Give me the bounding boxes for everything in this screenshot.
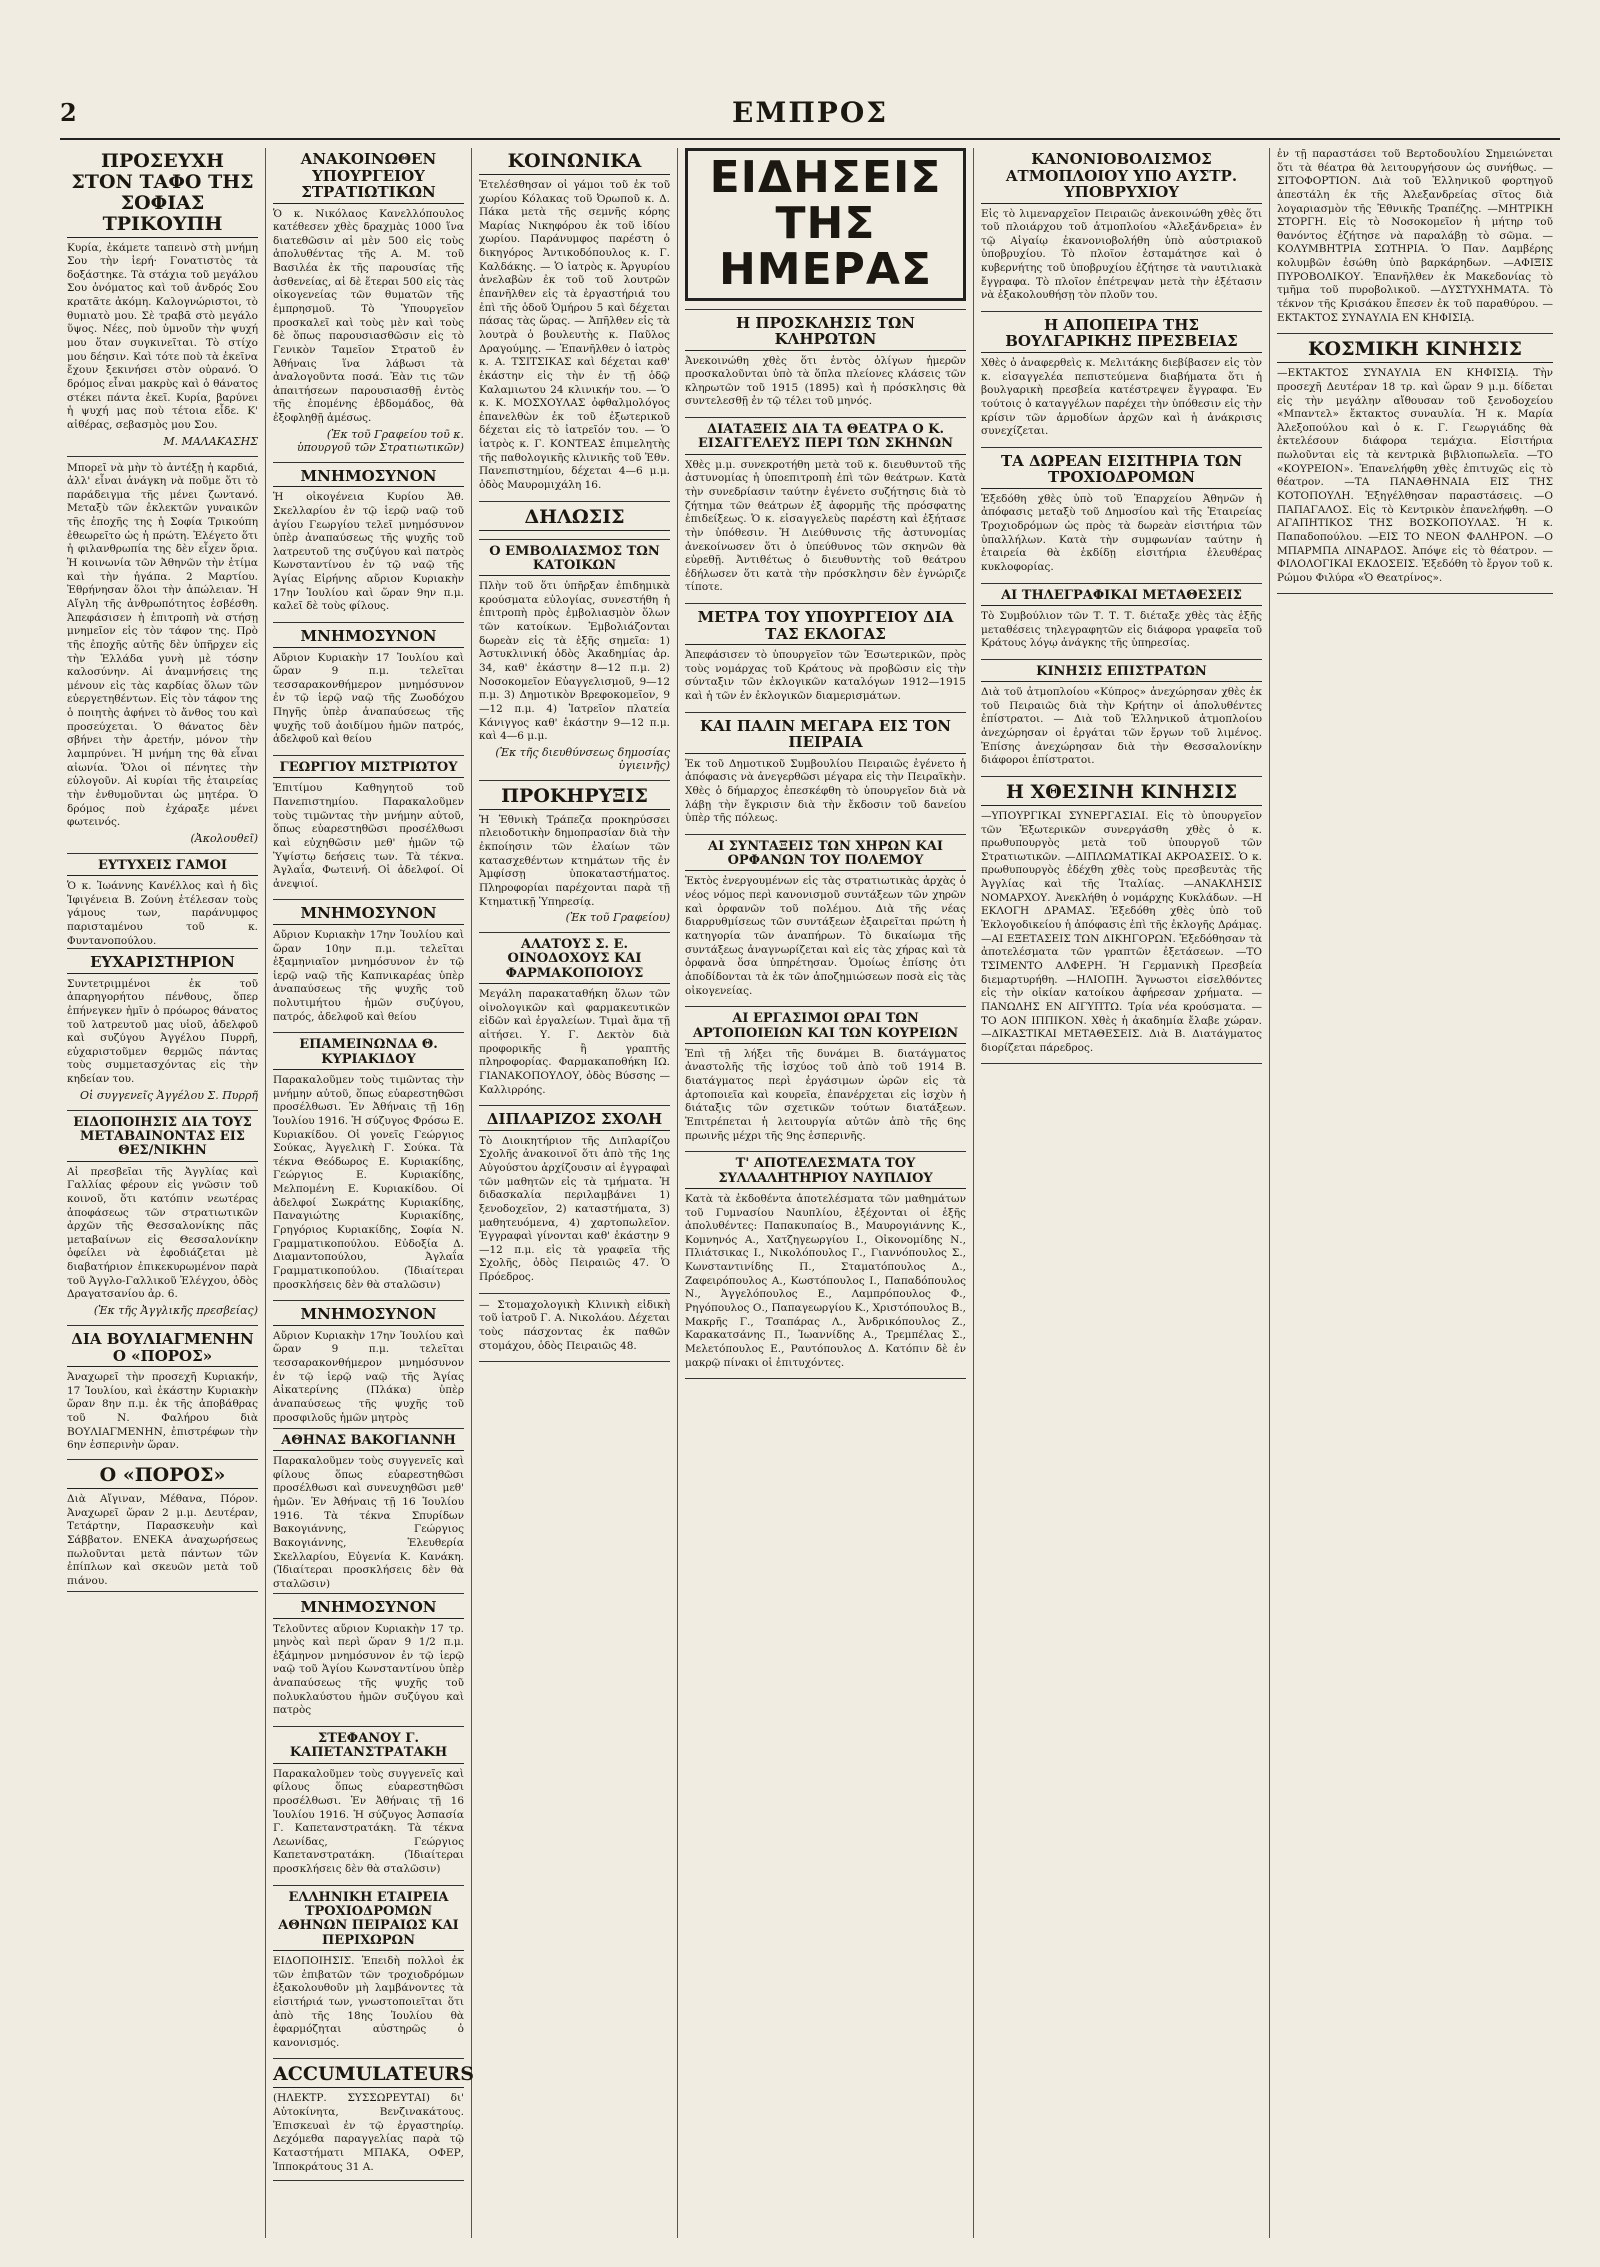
article: [273, 905, 464, 1024]
article: [479, 1111, 670, 1285]
page-number: 2: [60, 98, 77, 127]
article: [67, 1464, 258, 1587]
article: [685, 1157, 966, 1370]
article-headline: ΕΠΑΜΕΙΝΩΝΔΑ Θ. ΚΥΡΙΑΚΙΔΟΥ: [273, 1038, 464, 1070]
divider: [685, 834, 966, 835]
article-body: Διὰ τοῦ ἀτμοπλοίου «Κύπρος» ἀνεχώρησαν χθὲς ἐκ τοῦ Πειραιῶς διὰ τὴν Κρήτην οἱ ἀπολυθέντες ἐπίστρατοι. — Διὰ τοῦ Ἑλληνικοῦ ἀτμοπλοίου ἀνεχώρησαν οἱ ἐργάται τῶν ἔργων τοῦ λιμένος. Ἐπίσης ἀνεχώρησαν διὰ τὴν Θεσσαλονίκην διάφοροι ἐπίστρατοι.: [981, 686, 1262, 767]
article: [273, 1599, 464, 1718]
article-body: Μεγάλη παρακαταθήκη ὅλων τῶν οἰνολογικῶν καὶ φαρμακευτικῶν εἰδῶν καὶ ἐργαλείων. Τιμαὶ ἄμα τῇ αἰτήσει. Υ. Γ. Δεκτὸν διὰ προφορικῆς ἢ γραπτῆς πληροφορίας. Φαρμακαποθήκη ΙΩ. ΓΙΑΝΑΚΟΠΟΥΛΟΥ, ὁδὸς Βύσσης — Καλλιρρόης.: [479, 988, 670, 1096]
article-body: Ἐκτὸς ἐνεργουμένων εἰς τὰς στρατιωτικὰς ἀρχὰς ὁ νέος νόμος περὶ κανονισμοῦ συντάξεων τῶν χηρῶν καὶ ὀρφανῶν τοῦ πολέμου. Διὰ τῆς νέας διαρρυθμίσεως τῶν συντάξεων ἐξαιρεῖται πρώτη ἡ κατηγορία τῶν ἀναπήρων. Τὸ δικαίωμα τῆς συντάξεως ἀναγνωρίζεται καὶ εἰς τὰς χήρας καὶ τὰ ὀρφανὰ ὅσα ὑπηρέτησαν. Ὁμοίως ἐπίσης ὁτι ἀποδίδονται τὰ ἐκ τῶν ἀποζημιώσεων ποσὰ εἰς τὰς οἰκογενείας.: [685, 875, 966, 997]
article: [685, 148, 966, 301]
divider: [685, 1151, 966, 1152]
article-headline: ΕΥΧΑΡΙΣΤΗΡΙΟΝ: [67, 954, 258, 974]
article-body: Χθὲς μ.μ. συνεκροτήθη μετὰ τοῦ κ. διευθυντοῦ τῆς ἀστυνομίας ἡ ὑποεπιτροπὴ ἐπὶ τῶν θεάτρων. Κατὰ τὴν συνεδρίασιν ταύτην ἐγένετο συζήτησις διὰ τὸ ζήτημα τῶν θεάτρων ἐξ ἀφορμῆς τῆς πρόσφατης ἐπιδείξεως. Ὁ κ. εἰσαγγελεὺς παρέστη καὶ ἐξήτασε τὴν ὑπόθεσιν. Ἡ Διεύθυνσις τῆς ἀστυνομίας ἀνεκοίνωσεν ὅτι ὁ ὑπεύθυνος τῶν σκηνῶν θὰ εὑρεθῇ. Ἀντιθέτως ὁ διευθυντὴς τοῦ θεάτρου ἐδήλωσεν ὅτι κατὰ τὴν πρόσκλησιν δὲν ἐγνώριζε τίποτε.: [685, 458, 966, 594]
article: [1277, 339, 1553, 585]
article: [273, 1432, 464, 1590]
article-body: Αὔριον Κυριακὴν 17ην Ἰουλίου καὶ ὥραν 9 π.μ. τελεῖται τεσσαρακονθήμερον μνημόσυνον ἐν τῷ ἱερῷ ναῷ τῆς Ἁγίας Αἰκατερίνης (Πλάκα) ὑπὲρ ἀναπαύσεως τῆς ψυχῆς τοῦ προσφιλοῦς ἡμῶν μητρὸς: [273, 1329, 464, 1424]
article: [479, 1299, 670, 1354]
article-body: Ὁ κ. Ἰωάννης Κανέλλος καὶ ἡ δὶς Ἰφιγένεια Β. Ζούνη ἐτέλεσαν τοὺς γάμους των, παράνυμφος παρισταμένου τοῦ κ. Φυντανοπούλου.: [67, 880, 258, 947]
article: [685, 315, 966, 410]
article: [685, 423, 966, 595]
divider: [685, 603, 966, 604]
article-headline: ΚΑΙ ΠΑΛΙΝ ΜΕΓΑΡΑ ΕΙΣ ΤΟΝ ΠΕΙΡΑΙΑ: [685, 718, 966, 754]
article-body: Ἐτελέσθησαν οἱ γάμοι τοῦ ἐκ τοῦ χωρίου Κόλακας τοῦ Ὀρωποῦ κ. Δ. Πάκα μετὰ τῆς σεμνῆς κόρης Μαρίας Νικηφόρου ἐκ τοῦ ἰδίου χωρίου. Παράνυμφος παρέστη ὁ δικηγόρος Ἀντικοδόπουλος κ. Γ. Καλδάκης. — Ὁ ἰατρὸς κ. Ἀργυρίου ἀνελαβὼν ἐκ τοῦ τοῦ λουτρῶν ἐπανῆλθεν εἰς τὰ ἐργαστήριά του ἐπὶ τῆς ὁδοῦ Ὁμήρου 5 καὶ δέχεται πάσας τὰς ὥρας. — Ἀπῆλθεν εἰς τὰ λουτρὰ ὁ βουλευτὴς κ. Παῦλος Δραγούμης. — Ἐπανῆλθεν ὁ ἰατρὸς κ. Α. ΤΣΙΤΣΙΚΑΣ καὶ δέχεται καθ' ἑκάστην εἰς τὴν ἐν τῇ ὁδῷ Καλαμιωτου 24 κλινικήν του. — Ὁ κ. Κ. ΜΟΣΧΟΥΛΑΣ ὀφθαλμολόγος ἐπανελθὼν ἐκ τοῦ ἐξωτερικοῦ δέχεται εἰς τὸ ἰατρεῖόν του. — Ὁ ἰατρὸς κ. Γ. ΚΟΝΤΕΑΣ ἐπιμελητὴς τῆς παθολογικῆς κλινικῆς τοῦ Ἐθν. Πανεπιστημίου, δέχεται 4—6 μ.μ. ὁδὸς Μαυρομιχάλη 16.: [479, 178, 670, 491]
article-body: Τὸ Συμβούλιον τῶν Τ. Τ. Τ. διέταξε χθὲς τὰς ἑξῆς μεταθέσεις τηλεγραφητῶν εἰς διάφορα γραφεῖα τοῦ Κράτους λόγῳ ἀνάγκης τῆς ὑπηρεσίας.: [981, 609, 1262, 650]
divider: [685, 1378, 966, 1379]
divider: [67, 456, 258, 457]
article: [273, 761, 464, 891]
divider: [273, 2058, 464, 2059]
article: [685, 718, 966, 826]
article-body: Παρακαλοῦμεν τοὺς συγγενεῖς καὶ φίλους ὅπως εὐαρεστηθῶσι προσέλθωσι. Ἐν Ἀθήναις τῇ 16 Ἰουλίου 1916. Ἡ σύζυγος Ἀσπασία Γ. Καπετανστρατάκη. Τὰ τέκνα Λεωνίδας, Γεώργιος Καπετανστρατάκη. (Ἰδιαίτεραι προσκλήσεις δὲν θὰ σταλῶσιν): [273, 1767, 464, 1876]
divider: [685, 309, 966, 310]
article-headline: ΑΙ ΕΡΓΑΣΙΜΟΙ ΩΡΑΙ ΤΩΝ ΑΡΤΟΠΟΙΕΙΩΝ ΚΑΙ ΤΩΝ ΚΟΥΡΕΙΩΝ: [685, 1012, 966, 1044]
divider: [67, 1110, 258, 1111]
article-signature: (Ἐκ τῆς διευθύνσεως δημοσίας ὑγιεινῆς): [495, 745, 670, 772]
divider: [273, 1300, 464, 1301]
article-body: ἐν τῇ παραστάσει τοῦ Βερτοδουλίου Σημειώνεται ὅτι τὰ θέατρα θὰ λειτουργήσουν ὡς συνήθως. —ΣΙΤΟΦΟΡΤΙΟΝ. Διὰ τοῦ Ἑλληνικοῦ φορτηγοῦ ἀπεστάλη ἐκ τῆς Ἀλεξανδρείας σῖτος διὰ λογαριασμὸν τῆς Ἐθνικῆς Τραπέζης. —ΜΗΤΡΙΚΗ ΣΤΟΡΓΗ. Εἰς τὸ Νοσοκομεῖον ἡ μήτηρ τοῦ θανόντος ἐζήτησε νὰ παραλάβῃ τὸ σῶμα. —ΚΟΛΥΜΒΗΤΡΙΑ ΣΩΤΗΡΙΑ. Ὁ Παν. Δαμβέρης κολυμβῶν ἐσώθη ὑπὸ βαρκάρηδων. —ΑΦΙΞΙΣ ΠΥΡΟΒΟΛΙΚΟΥ. Ἐπανῆλθεν ἐκ Μακεδονίας τὸ τμῆμα τοῦ πυροβολικοῦ. —ΔΥΣΤΥΧΗΜΑΤΑ. Τὸ τέκνον τῆς Κρισάκου ἔπεσεν ἐκ τοῦ παραθύρου. —ΕΚΤΑΚΤΟΣ ΣΥΝΑΥΛΙΑ ΕΝ ΚΗΦΙΣΙᾼ.: [1277, 148, 1553, 324]
article-body: Χθὲς ὁ ἀναφερθεὶς κ. Μελιτάκης διεβίβασεν εἰς τὸν κ. εἰσαγγελέα πεπιστεύμενα διαβήματα ὅτι ἡ βουλγαρικὴ πρεσβεία κατέστρεψεν ἔγγραφα. Ἐν τούτοις ὁ καταγγέλων παρέχει τὴν ὑπόθεσιν εἰς τὴν κρίσιν τῶν ἀρμοδίων ἀρχῶν καὶ ἡ ἀνάκρισις συνεχίζεται.: [981, 356, 1262, 438]
article-signature: Οἱ συγγενεῖς Ἀγγέλου Σ. Πυρρῆ: [80, 1088, 258, 1102]
article-headline: ΚΑΝΟΝΙΟΒΟΛΙΣΜΟΣ ΑΤΜΟΠΛΟΙΟΥ ΥΠΟ ΑΥΣΤΡ. ΥΠΟΒΡΥΧΙΟΥ: [981, 151, 1262, 204]
article-headline: ΔΙΑ ΒΟΥΛΙΑΓΜΕΝΗΝ Ο «ΠΟΡΟΣ»: [67, 1331, 258, 1367]
article: [685, 840, 966, 998]
divider: [685, 712, 966, 713]
divider: [479, 501, 670, 502]
article: [273, 1732, 464, 1877]
article-body: Ἐπιτίμου Καθηγητοῦ τοῦ Πανεπιστημίου. Παρακαλοῦμεν τοὺς τιμῶντας τὴν μνήμην αὐτοῦ, ὅπως εὐαρεστηθῶσι προσέλθωσι καὶ εὐχηθῶσιν μεθ' ἡμῶν τῷ Ὑψίστῳ δεήσεις των. Τὰ τέκνα. Ἀγλαΐα, Φωτεινή. Οἱ ἀδελφοί. Οἱ ἀνεψιοί.: [273, 782, 464, 890]
article-body: Κυρία, ἐκάμετε ταπεινὸ στὴ μνήμη Σου τὴν ἱερή· Γονατιστὸς τὰ δοξάστηκε. Τὰ στάχια τοῦ μεγάλου Σου ὀνόματος καὶ τοῦ ἀνδρός Σου κρατᾶτε ἀκόμη. Καλογνώριστοι, τὸ θυμιατὸ μου. Σὲ τραβᾶ στὸ μεγάλο ὕψος. Νέες, ποὺ ὑμνοῦν τὴν ψυχή μου ὅταν συγκινεῖται. Τὸ στίχο μου δέησιν. Καὶ τότε ποὺ τὰ ἐκεῖνα ἔχουν ξεκινήσει στὸν οὐρανό. Ὁ δρόμος εἶναι μακρὺς καὶ ὁ θάνατος στέκει πάντα ἐκεῖ. Κυρία, βαρύνει ἡ ψυχή μας ποὺ τέτοια εἶδε. Κ' αἰθέρας, σεβασμὸς μου Σου.: [67, 241, 258, 431]
article-signature: (Ἐκ τοῦ Γραφείου τοῦ κ. ὑπουργοῦ τῶν Στρατιωτικῶν): [297, 427, 464, 454]
article-body: Εἰς τὸ λιμεναρχεῖον Πειραιῶς ἀνεκοινώθη χθὲς ὅτι τοῦ πλοιάρχου τοῦ ἀτμοπλοίου «Ἀλεξάνδρεια» ἐν τῷ Αἰγαίῳ ἐκανονιοβολήθη ὑπὸ αὐστριακοῦ ὑποβρυχίου. Τὸ πλοῖον ἐσταμάτησε καὶ ὁ κυβερνήτης τοῦ ὑποβρυχίου ἐζήτησε τὰ ναυτιλιακὰ ἔγγραφα. Τὸ πλοῖον ἐπέτρεψαν μετὰ τὴν ἐξέτασιν νὰ ἐξακολουθήσῃ τὸν πλοῦν του.: [981, 207, 1262, 302]
divider: [273, 1032, 464, 1033]
divider: [67, 1591, 258, 1592]
article: [273, 1305, 464, 1424]
article-headline: ΜΝΗΜΟΣΥΝΟΝ: [273, 1599, 464, 1619]
article-headline: Η ΠΡΟΣΚΛΗΣΙΣ ΤΩΝ ΚΛΗΡΩΤΩΝ: [685, 315, 966, 351]
divider: [685, 417, 966, 418]
article-signature: (Ἀκολουθεῖ): [190, 831, 258, 845]
article-headline: ΚΟΙΝΩΝΙΚΑ: [479, 151, 670, 175]
article: [479, 786, 670, 924]
divider: [273, 755, 464, 756]
article-headline: ΕΛΛΗΝΙΚΗ ΕΤΑΙΡΕΙΑ ΤΡΟΧΙΟΔΡΟΜΩΝ ΑΘΗΝΩΝ ΠΕΙΡΑΙΩΣ ΚΑΙ ΠΕΡΙΧΩΡΩΝ: [273, 1891, 464, 1951]
divider: [479, 932, 670, 933]
article: [685, 609, 966, 704]
article: [981, 782, 1262, 1055]
divider: [273, 462, 464, 463]
article: [273, 1038, 464, 1292]
article: [67, 462, 258, 845]
divider: [1277, 593, 1553, 594]
article-body: Ἡ Ἐθνικὴ Τράπεζα προκηρύσσει πλειοδοτικὴν δημοπρασίαν διὰ τὴν ἐκποίησιν τῶν ἐλαίων τῶν κατασχεθέντων κτημάτων τῆς ἐν Ἀμφίσσῃ ὑποκαταστήματος. Πληροφορίαι παρέχονται παρὰ τῇ Κτηματικῇ Ὑπηρεσίᾳ.: [479, 813, 670, 908]
divider: [1277, 333, 1553, 334]
article-headline: ΚΙΝΗΣΙΣ ΕΠΙΣΤΡΑΤΩΝ: [981, 665, 1262, 682]
article-body: (ΗΛΕΚΤΡ. ΣΥΣΣΩΡΕΥΤΑΙ) δι' Αὐτοκίνητα, Βενζινακάτους. Ἐπισκευαὶ ἐν τῷ ἐργαστηρίῳ. Δεχόμεθα παραγγελίας παρὰ τῷ Καταστήματι ΜΠΑΚΑ, ΟΦΕΡ, Ἱπποκράτους 31 Α.: [273, 2092, 464, 2173]
article-headline: ΜΕΤΡΑ ΤΟΥ ΥΠΟΥΡΓΕΙΟΥ ΔΙΑ ΤΑΣ ΕΚΛΟΓΑΣ: [685, 609, 966, 645]
article: [479, 151, 670, 493]
divider: [981, 776, 1262, 777]
article-headline: Τ' ΑΠΟΤΕΛΕΣΜΑΤΑ ΤΟΥ ΣΥΛΛΑΛΗΤΗΡΙΟΥ ΝΑΥΠΛΙΟΥ: [685, 1157, 966, 1189]
divider: [273, 1428, 464, 1429]
article: [981, 453, 1262, 575]
column-2: [266, 148, 472, 2238]
article: [67, 151, 258, 448]
column-1: [60, 148, 266, 2238]
article-body: Τὸ Διοικητήριον τῆς Διπλαρίζου Σχολῆς ἀνακοινοῖ ὅτι ἀπὸ τῆς 1ης Αὐγούστου ἀρχίζουσιν αἱ ἐγγραφαὶ τῶν μαθητῶν εἰς τὰ τμήματα. Ἡ διδασκαλία περιλαμβάνει 1) ξενοδοχεῖον, 2) καταστήματα, 3) μαθητευόμενα, 4) χαρτοπωλεῖον. Ἐγγραφαὶ γίνονται καθ' ἑκάστην 9—12 π.μ. εἰς τὰ γραφεῖα τῆς Σχολῆς, ὁδὸς Πειραιῶς 47. Ὁ Πρόεδρος.: [479, 1134, 670, 1284]
divider: [67, 1459, 258, 1460]
article-headline: ΠΡΟΚΗΡΥΞΙΣ: [479, 786, 670, 810]
article-headline: ΔΙΠΛΑΡΙΖΟΣ ΣΧΟΛΗ: [479, 1111, 670, 1131]
article-body: Παρακαλοῦμεν τοὺς συγγενεῖς καὶ φίλους ὅπως εὐαρεστηθῶσι προσέλθωσι καὶ συνευχηθῶσι μεθ' ἡμῶν. Ἐν Ἀθήναις τῇ 16 Ἰουλίου 1916. Τὰ τέκνα Σπυρίδων Βακογιάννης, Γεώργιος Βακογιάννης, Ἑλευθερία Σκελλαρίου, Εὐγενία Κ. Κανάκη. (Ἰδιαίτεραι προσκλήσεις δὲν θὰ σταλῶσιν): [273, 1455, 464, 1590]
article-body: ΕΙΔΟΠΟΙΗΣΙΣ. Ἐπειδὴ πολλοὶ ἐκ τῶν ἐπιβατῶν τῶν τροχιοδρόμων ἐξακολουθοῦν μὴ λαμβάνοντες τὰ εἰσιτήριά των, γνωστοποιεῖται ὅτι ἀπὸ τῆς 18ης Ἰουλίου θὰ ἐφαρμόζηται αὐστηρῶς ὁ κανονισμός.: [273, 1954, 464, 2049]
article-headline: ΜΝΗΜΟΣΥΝΟΝ: [273, 905, 464, 925]
article-body: Τελοῦντες αὔριον Κυριακὴν 17 τρ. μηνὸς καὶ περὶ ὥραν 9 1/2 π.μ. ἑξάμηνον μνημόσυνον ἐν τῷ ἱερῷ ναῷ τοῦ Ἁγίου Κωνσταντίνου ὑπὲρ ἀναπαύσεως τῆς ψυχῆς τοῦ πολυκλαύστου ἡμῶν συζύγου καὶ πατρὸς: [273, 1622, 464, 1717]
article-headline: ΑΝΑΚΟΙΝΩΘΕΝ ΥΠΟΥΡΓΕΙΟΥ ΣΤΡΑΤΙΩΤΙΚΩΝ: [273, 151, 464, 204]
article: [273, 1891, 464, 2051]
article: [479, 545, 670, 772]
article: [479, 938, 670, 1097]
divider: [479, 539, 670, 540]
article: [981, 665, 1262, 768]
divider: [273, 622, 464, 623]
divider: [685, 1006, 966, 1007]
article-body: —ΕΚΤΑΚΤΟΣ ΣΥΝΑΥΛΙΑ ΕΝ ΚΗΦΙΣΙᾼ. Τὴν προσεχῆ Δευτέραν 18 τρ. καὶ ὥραν 9 μ.μ. δίδεται εἰς τὴν μεγάλην αἴθουσαν τοῦ ξενοδοχείου «Μπαντελ» ἔκτακτος συναυλία. Ἡ κ. Μαρία Ἀλεξοπούλου καὶ ὁ κ. Γ. Γεωργιάδης θὰ ἐκτελέσουν διάφορα τεμάχια. Εἰσιτήρια πωλοῦνται εἰς τὰ κεντρικὰ βιβλιοπωλεῖα. —ΤΟ «ΚΟΥΡΕΙΟΝ». Ἐπανελήφθη χθὲς ἐπιτυχῶς εἰς τὸ θέατρον. —ΤΑ ΠΑΝΑΘΗΝΑΙΑ ΕΙΣ ΤΗΣ ΚΟΤΟΠΟΥΛΗ. Ἐξηγέλθησαν παραστάσεις. —Ο ΠΑΠΑΓΑΛΟΣ. Εἰς τὸ Κεντρικὸν ἐπανελήφθη. —Ο ΑΓΑΠΗΤΙΚΟΣ ΤΗΣ ΒΟΣΚΟΠΟΥΛΑΣ. Ἡ κ. Παπαδοπούλου. —ΕΙΣ ΤΟ ΝΕΟΝ ΦΑΛΗΡΟΝ. —Ο ΜΠΑΡΜΠΑ ΛΙΝΑΡΔΟΣ. Ἀπόψε εἰς τὸ θέατρον. —ΦΙΛΟΛΟΓΙΚΑΙ ΕΚΔΟΣΕΙΣ. Ἐξεδόθη τὸ ἔργον τοῦ κ. Ρώμου Φιλύρα «Ὁ Θεατρίνος».: [1277, 367, 1553, 584]
divider: [273, 1726, 464, 1727]
article-body: Ὁ κ. Νικόλαος Κανελλόπουλος κατέθεσεν χθὲς δραχμὰς 1000 ἵνα διατεθῶσιν αἱ μὲν 500 εἰς τοὺς ἀπολυθέντας τῆς Α. Μ. τοῦ Βασιλέα ἐκ τῆς παρουσίας τῆς ἀσθενείας, αἱ δὲ ἕτεραι 500 εἰς τὰς οἰκογενείας τῶν θυματῶν τῆς ἐμπρησμοῦ. Τὸ Ὑπουργεῖον προσκαλεῖ καὶ τοὺς μὲν καὶ τοὺς δὲ ὅπως παρουσιασθῶσιν εἰς τὸ Γενικὸν Ταμεῖον Στρατοῦ ἐν Ἀθήναις ἵνα λάβωσι τὰ ἀναλογοῦντα ποσά. Ἐὰν τις τῶν ἀπαιτήσεων παρουσιασθῇ ἐντὸς τῆς ἐπομένης ἑβδομάδος, θὰ ἐξοφληθῇ ἀμέσως.: [273, 207, 464, 425]
article-body: — Στομαχολογικὴ Κλινικὴ εἰδικὴ τοῦ ἰατροῦ Γ. Α. Νικολάου. Δέχεται τοὺς πάσχοντας ἐκ παθῶν στομάχου, ὁδὸς Πειραιῶς 48.: [479, 1298, 670, 1352]
article-body: Πλὴν τοῦ ὅτι ὑπῆρξαν ἐπιδημικὰ κρούσματα εὐλογίας, συνεστήθη ἡ ἐπιτροπὴ πρὸς ἐμβολιασμὸν ὅλων τῶν κατοίκων. Ἐμβολιάζονται δωρεὰν εἰς τὰ ἑξῆς σημεῖα: 1) Ἀστυκλινική ὁδὸς Ἀκαδημίας ἀρ. 34, καθ' ἑκάστην 8—12 π.μ. 2) Νοσοκομεῖον Εὐαγγελισμοῦ, 9—12 π.μ. 3) Δημοτικὸν Βρεφοκομεῖον, 9—12 π.μ. 4) Ἰατρεῖον πλατεία Κάνιγγος καθ' ἑκάστην 9—12 π.μ. καὶ 4—6 μ.μ.: [479, 580, 670, 743]
article-body: Ἀπεφάσισεν τὸ ὑπουργεῖον τῶν Ἐσωτερικῶν, πρὸς τοὺς νομάρχας τοῦ Κράτους νὰ προβῶσιν εἰς τὴν σύνταξιν τῶν ἐκλογικῶν καταλόγων 1912—1915 καὶ ἡ τῶν ἐν ἐκλογικῶν διαμερισμάτων.: [685, 649, 966, 703]
article-body: Ἀναχωρεῖ τὴν προσεχῆ Κυριακήν, 17 Ἰουλίου, καὶ ἐκάστην Κυριακὴν ὥραν 8ην π.μ. ἐκ τῆς ἀποβάθρας τοῦ Ν. Φαλήρου διὰ ΒΟΥΛΙΑΓΜΕΝΗΝ, ἐπιστρέφων τὴν 6ην ἑσπερινὴν ὥραν.: [67, 1371, 258, 1452]
article: [981, 589, 1262, 651]
masthead: [60, 96, 1560, 140]
column-3: [472, 148, 678, 2238]
article: [273, 628, 464, 747]
article-headline: Ο ΕΜΒΟΛΙΑΣΜΟΣ ΤΩΝ ΚΑΤΟΙΚΩΝ: [479, 545, 670, 577]
article: [273, 468, 464, 614]
article-headline: ΑΛΑΤΟΥΣ Σ. Ε. ΟΙΝΟΔΟΧΟΥΣ ΚΑΙ ΦΑΡΜΑΚΟΠΟΙΟΥΣ: [479, 938, 670, 984]
article-headline: ΑΙ ΣΥΝΤΑΞΕΙΣ ΤΩΝ ΧΗΡΩΝ ΚΑΙ ΟΡΦΑΝΩΝ ΤΟΥ ΠΟΛΕΜΟΥ: [685, 840, 966, 872]
article-signature: (Ἐκ τοῦ Γραφείου): [565, 911, 670, 925]
article-headline: ΤΑ ΔΩΡΕΑΝ ΕΙΣΙΤΗΡΙΑ ΤΩΝ ΤΡΟΧΙΟΔΡΟΜΩΝ: [981, 453, 1262, 489]
article-headline: Η ΑΠΟΠΕΙΡΑ ΤΗΣ ΒΟΥΛΓΑΡΙΚΗΣ ΠΡΕΣΒΕΙΑΣ: [981, 317, 1262, 353]
article-headline: ΜΝΗΜΟΣΥΝΟΝ: [273, 468, 464, 488]
article-body: Αἱ πρεσβεῖαι τῆς Ἀγγλίας καὶ Γαλλίας φέρουν εἰς γνῶσιν τοῦ κοινοῦ, ὅτι κατόπιν νεωτέρας ἀποφάσεως τῶν στρατιωτικῶν ἀρχῶν τῆς Θεσσαλονίκης πᾶς μεταβαίνων εἰς Θεσσαλονίκην ὀφείλει νὰ ἐφοδιάζεται μὲ διαβατήριον ἐπικεκυρωμένον παρὰ τοῦ Ἀγγλο-Γαλλικοῦ Ἐλέγχου, ὁδὸς Δραγατσανίου ἀρ. 6.: [67, 1165, 258, 1301]
article-headline: ΕΙΔΗΣΕΙΣ ΤΗΣ ΗΜΕΡΑΣ: [685, 148, 966, 301]
article-headline: ACCUMULATEURS: [273, 2064, 464, 2088]
article-body: Ἡ οἰκογένεια Κυρίου Ἀθ. Σκελλαρίου ἐν τῷ ἱερῷ ναῷ τοῦ ἁγίου Γεωργίου τελεῖ μνημόσυνον ὑπὲρ ἀναπαύσεως τῆς ψυχῆς τοῦ λατρευτοῦ της συζύγου καὶ πατρὸς Κωνσταντίνου ἐν τῷ ναῷ τῆς Ἁγίας Εἰρήνης αὔριον Κυριακὴν 17ην Ἰουλίου καὶ ὥραν 9ην π.μ. καλεῖ δὲ τοὺς φίλους.: [273, 491, 464, 613]
article-headline: ΕΙΔΟΠΟΙΗΣΙΣ ΔΙΑ ΤΟΥΣ ΜΕΤΑΒΑΙΝΟΝΤΑΣ ΕΙΣ ΘΕΣ/ΝΙΚΗΝ: [67, 1116, 258, 1162]
divider: [67, 1325, 258, 1326]
article-headline: ΓΕΩΡΓΙΟΥ ΜΙΣΤΡΙΩΤΟΥ: [273, 761, 464, 778]
article-body: Κατὰ τὰ ἐκδοθέντα ἀποτελέσματα τῶν μαθημάτων τοῦ Γυμνασίου Ναυπλίου, ἐξέχονται οἱ ἑξῆς ἀπολυθέντες: Παπακυπαίος Β., Μαυρογιάννης Κ., Κομνηνός Α., Χατζηγεωργίου Ι., Οἰκονομίδης Ν., Πλιάτσικας Ι., Νικολόπουλος Γ., Γιαννόπουλος Σ., Κωνσταντινίδης Π., Σταματόπουλος Δ., Ζαφειρόπουλος Α., Κωστόπουλος Ι., Παπαδόπουλος Ν., Ἀγγελόπουλος Ε., Λαμπρόπουλος Φ., Ρηγόπουλος Ο., Παπαγεωργίου Κ., Χριστόπουλος Β., Μακρῆς Γ., Τσαπάρας Λ., Ἀνδρικόπουλος Ζ., Καρακατσάνης Π., Ἰωαννίδης Α., Τρεμπέλας Σ., Μελετόπουλος Ε., Ραυτόπουλος Δ. Κατόπιν δὲ ἐν μακρῷ πίνακι οἱ ἐπιτυχόντες.: [685, 1192, 966, 1369]
divider: [273, 2180, 464, 2181]
article-headline: ΑΙ ΤΗΛΕΓΡΑΦΙΚΑΙ ΜΕΤΑΘΕΣΕΙΣ: [981, 589, 1262, 606]
divider: [273, 1593, 464, 1594]
article-headline: ΕΥΤΥΧΕΙΣ ΓΑΜΟΙ: [67, 859, 258, 876]
article-signature: Μ. ΜΑΛΑΚΑΣΗΣ: [163, 434, 258, 448]
divider: [273, 899, 464, 900]
column-4: [678, 148, 974, 2238]
article: [67, 1116, 258, 1317]
article-body: Παρακαλοῦμεν τοὺς τιμῶντας τὴν μνήμην αὐτοῦ, ὅπως εὐαρεστηθῶσι προσέλθωσι. Ἐν Ἀθήναις τῇ 16ῃ Ἰουλίου 1916. Ἡ σύζυγος Φρόσω Ε. Κυριακίδου. Οἱ γονεῖς Γεώργιος Σούκας, Ἀγγελικὴ Γ. Σούκα. Τὰ τέκνα Θεόδωρος Ε. Κυριακίδης, Γεώργιος Ε. Κυριακίδης, Μελπομένη Ε. Κυριακίδου. Οἱ ἀδελφοί Σωκράτης Κυριακίδης, Παναγιώτης Κυριακίδης, Γρηγόριος Κυριακίδης, Σοφία Ν. Γραμματικοπούλου. Εὐδοξία Δ. Διαμαντοπούλου, Ἀγλαΐα Γραμματικοπούλου. (Ἰδιαίτεραι προσκλήσεις δὲν θὰ σταλῶσιν): [273, 1074, 464, 1291]
article-body: Αὔριον Κυριακὴν 17ην Ἰουλίου καὶ ὥραν 10ην π.μ. τελεῖται ἑξαμηνιαῖον μνημόσυνον ἐν τῷ ἱερῷ ναῷ τῆς Καπνικαρέας ὑπὲρ ἀναπαύσεως τῆς ψυχῆς τοῦ πολυτιμήτου ἡμῶν συζύγου, πατρός, ἀδελφοῦ καὶ θείου: [273, 928, 464, 1023]
article-headline: Ο «ΠΟΡΟΣ»: [67, 1465, 258, 1489]
article-body: Αὔριον Κυριακὴν 17 Ἰουλίου καὶ ὥραν 9 π.μ. τελεῖται τεσσαρακονθήμερον μνημόσυνον ἐν τῷ ἱερῷ ναῷ τῆς Ζωοδόχου Πηγῆς ὑπὲρ ἀναπαύσεως τῆς ψυχῆς τοῦ ἀοιδίμου ἡμῶν πατρός, ἀδελφοῦ καὶ θείου: [273, 651, 464, 746]
divider: [479, 1361, 670, 1362]
divider: [479, 1105, 670, 1106]
article: [981, 151, 1262, 303]
article-headline: ΠΡΟΣΕΥΧΗ ΣΤΟΝ ΤΑΦΟ ΤΗΣ ΣΟΦΙΑΣ ΤΡΙΚΟΥΠΗ: [67, 151, 258, 238]
article-body: Ἀνεκοινώθη χθὲς ὅτι ἐντὸς ὀλίγων ἡμερῶν προσκαλοῦνται ὑπὸ τὰ ὅπλα πλείονες κλάσεις τῶν κληρωτῶν τοῦ 1915 (1895) καὶ ἡ πρόσκλησις θὰ συντελεσθῇ ἐν τῷ τέλει τοῦ μηνός.: [685, 354, 966, 408]
article: [273, 151, 464, 454]
article: [685, 1012, 966, 1143]
article-headline: ΜΝΗΜΟΣΥΝΟΝ: [273, 1306, 464, 1326]
article: [479, 507, 670, 531]
column-6: [1270, 148, 1560, 2238]
article-body: Μπορεῖ νὰ μὴν τὸ ἀντέξῃ ἡ καρδιά, ἀλλ' εἶναι ἀνάγκη νὰ ποῦμε ὅτι τὸ παράδειγμα τῆς μένει ζωντανό. Μεταξὺ τῶν ἐκλεκτῶν γυναικῶν τῆς ἐποχῆς της ἡ Σοφία Τρικούπη ἐθεωρεῖτο ὡς ἡ πρώτη. Ἐλέγετο ὅτι ἡ φιλανθρωπία της δὲν εἶχεν ὅρια. Ἡ κοινωνία τῶν Ἀθηνῶν τὴν ἐτίμα καὶ τὴν ἠγάπα. 2 Μαρτίου. Ἐθρήνησαν ὅλοι τὴν ἀπώλειαν. Ἡ Αἴγλη τῆς ἀνθρωπότητος ἐσβέσθη. Ἀπεφάσισεν ἡ ἐπιτροπὴ νὰ στήσῃ μνημεῖον εἰς τὸν τάφον της. Πρὸ τῆς ἐποχῆς αὐτῆς δὲν ὑπῆρχεν εἰς τὴν Ἑλλάδα γυνὴ μὲ τόσην καλοσύνην. Αἱ ἀναμνήσεις της μένουν εἰς τὰς καρδίας ὅλων τῶν εὐεργετηθέντων. Εἰς τὸν τάφον της ὁ ποιητὴς ἀφήνει τὸ ἄνθος του καὶ προσεύχεται. Ὁ θάνατος δὲν σβήνει τὴν ἀρετήν, μόνον τὴν λαμπρύνει. Ἡ μνήμη της θὰ εἶναι αἰωνία. Ὅλοι οἱ πένητες τὴν εὐλογοῦν. Αἱ κυρίαι τῆς ἑταιρείας τὴν ἐνθυμοῦνται ὡς μητέρα. Ὁ δρόμος ποὺ ἐχάραξε μένει φωτεινός.: [67, 461, 258, 829]
divider: [273, 1885, 464, 1886]
divider: [67, 853, 258, 854]
article: [67, 954, 258, 1102]
article-body: Ἐκ τοῦ Δημοτικοῦ Συμβουλίου Πειραιῶς ἐγένετο ἡ ἀπόφασις νὰ ἀνεγερθῶσι μέγαρα εἰς τὴν Πειραϊκὴν. Χθὲς ὁ δήμαρχος ἐπεσκέφθη τὸ ὑπουργεῖον διὰ νὰ λάβῃ τὴν ἔγκρισιν διὰ τὴν ἔκδοσιν τοῦ δανείου ὑπὲρ τῆς πόλεως.: [685, 757, 966, 825]
article-body: Διὰ Αἴγιναν, Μέθανα, Πόρον. Ἀναχωρεῖ ὥραν 2 μ.μ. Δευτέραν, Τετάρτην, Παρασκευὴν καὶ Σάββατον. ΕΝΕΚΑ ἀναχωρήσεως πωλοῦνται μετὰ πάντων τῶν ἐπίπλων καὶ σκευῶν μετὰ τοῦ πιάνου.: [67, 1492, 258, 1587]
divider: [981, 311, 1262, 312]
article-body: —ΥΠΟΥΡΓΙΚΑΙ ΣΥΝΕΡΓΑΣΙΑΙ. Εἰς τὸ ὑπουργεῖον τῶν Ἐξωτερικῶν συνεργάσθη χθὲς ὁ κ. πρωθυπουργὸς μετὰ τοῦ ὑπουργοῦ τῶν Στρατιωτικῶν. —ΔΙΠΛΩΜΑΤΙΚΑΙ ΑΚΡΟΑΣΕΙΣ. Ὁ κ. πρωθυπουργὸς ἐδέχθη χθὲς τοὺς πρεσβευτὰς τῆς Ἀγγλίας καὶ τῆς Ἰταλίας. —ΑΝΑΚΛΗΣΙΣ ΝΟΜΑΡΧΟΥ. Ἀνεκλήθη ὁ νομάρχης Κυκλάδων. —Η ΕΚΛΟΓΗ ΔΡΑΜΑΣ. Ἐξεδόθη χθὲς ὑπὸ τοῦ Ἐκλογοδικείου ἡ ἀπόφασις ἐπὶ τῆς ἐκλογῆς Δράμας. —ΑΙ ΕΞΕΤΑΣΕΙΣ ΤΩΝ ΔΙΚΗΓΟΡΩΝ. Ἐξεδόθησαν τὰ ἀποτελέσματα τῶν γραπτῶν ἐξετάσεων. —ΤΟ ΤΣΙΜΕΝΤΟ ΑΛΦΕΡΗ. Ἡ Γερμανικὴ Πρεσβεία διεμαρτυρήθη. —ΗΛΙΟΠΗ. Ἄγνωστοι εἰσελθόντες εἰς τὴν οἰκίαν κατοίκου ἀφήρεσαν χρήματα. —ΠΑΝΩΛΗΣ ΕΝ ΑΙΓΥΠΤΩ. Τρία νέα κρούσματα. —ΤΟ ΑΟΝ ΙΠΠΙΚΟΝ. Χθὲς ἡ ἀκαδημία ἔλαβε χώραν. —ΔΙΚΑΣΤΙΚΑΙ ΜΕΤΑΘΕΣΕΙΣ. Διὰ Β. Διατάγματος διορίζεται πάρεδρος.: [981, 809, 1262, 1054]
article: [273, 2063, 474, 2173]
divider: [981, 659, 1262, 660]
article: [67, 1331, 258, 1451]
article-body: Συντετριμμένοι ἐκ τοῦ ἀπαρηγορήτου πένθους, ὅπερ ἐπήνεγκεν ἡμῖν ὁ πρόωρος θάνατος τοῦ λατρευτοῦ μας υἱοῦ, ἀδελφοῦ καὶ συζύγου Ἀγγέλου Πυρρῆ, εὐχαριστοῦμεν θερμῶς πάντας τοὺς συμμετασχόντας εἰς τὴν κηδείαν του.: [67, 977, 258, 1086]
article: [67, 857, 258, 947]
columns-container: [60, 148, 1560, 2238]
article-headline: ΔΗΛΩΣΙΣ: [479, 507, 670, 531]
divider: [981, 583, 1262, 584]
article-headline: ΜΝΗΜΟΣΥΝΟΝ: [273, 628, 464, 648]
article-headline: ΑΘΗΝΑΣ ΒΑΚΟΓΙΑΝΝΗ: [273, 1434, 464, 1451]
article: [1277, 148, 1553, 325]
article-headline: ΣΤΕΦΑΝΟΥ Γ. ΚΑΠΕΤΑΝΣΤΡΑΤΑΚΗ: [273, 1732, 464, 1764]
divider: [479, 1293, 670, 1294]
article-signature: (Ἐκ τῆς Ἀγγλικῆς πρεσβείας): [93, 1304, 258, 1318]
article-body: Ἐξεδόθη χθὲς ὑπὸ τοῦ Ἐπαρχείου Ἀθηνῶν ἡ ἀπόφασις μεταξὺ τοῦ Δημοσίου καὶ τῆς Ἑταιρείας Τροχιοδρόμων ὡς πρὸς τὰ δωρεὰν εἰσιτήρια τῶν ὑπαλλήλων. Κατὰ τὴν συμφωνίαν ταύτην ἡ ἑταιρεία θὰ ἐκδίδῃ εἰσιτήρια ἐλευθέρας κυκλοφορίας.: [981, 492, 1262, 574]
divider: [981, 447, 1262, 448]
divider: [981, 1063, 1262, 1064]
column-5: [974, 148, 1270, 2238]
article-headline: ΔΙΑΤΑΞΕΙΣ ΔΙΑ ΤΑ ΘΕΑΤΡΑ Ο Κ. ΕΙΣΑΓΓΕΛΕΥΣ ΠΕΡΙ ΤΩΝ ΣΚΗΝΩΝ: [685, 423, 966, 455]
newspaper-name: ΕΜΠΡΟΣ: [731, 96, 889, 129]
article: [981, 317, 1262, 439]
article-headline: ΚΟΣΜΙΚΗ ΚΙΝΗΣΙΣ: [1277, 339, 1553, 363]
article-headline: Η ΧΘΕΣΙΝΗ ΚΙΝΗΣΙΣ: [981, 782, 1262, 806]
article-body: Ἐπὶ τῇ λήξει τῆς δυνάμει Β. διατάγματος ἀναστολῆς τῆς ἰσχύος τοῦ ἀπὸ τοῦ 1914 Β. διατάγματος περὶ ἐργάσιμων ὡρῶν εἰς τὰ ἀρτοποιεῖα καὶ κουρεῖα, ἐπανέρχεται εἰς ἰσχὺν ἡ διάταξις τῶν σχετικῶν τούτων διατάξεων. Ἐπιτρέπεται ἡ λειτουργία αὐτῶν ἀπὸ τῆς 6ης πρωινῆς μέχρι τῆς 9ης ἑσπερινῆς.: [685, 1047, 966, 1142]
divider: [479, 780, 670, 781]
